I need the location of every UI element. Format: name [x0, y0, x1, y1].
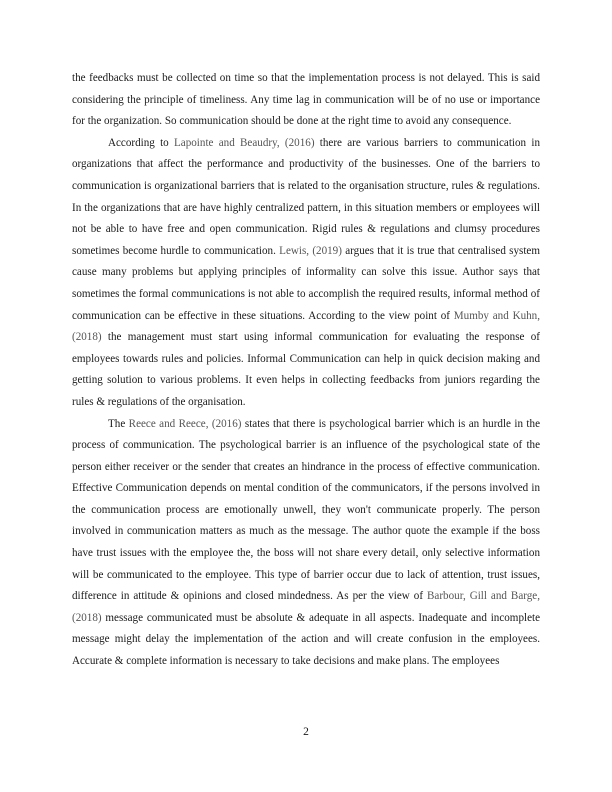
paragraph-1	[72, 68, 540, 133]
paragraph-text: argues that it is true that centralised system cause many problems but applying principles of informality can solve this issue. Author says that sometimes the formal communications is not able to accomplish the required results, informal method of communication can be effective in these situations. According to the view point of	[72, 244, 540, 322]
paragraph-text: The	[108, 417, 129, 430]
citation: Reece and Reece, (2016)	[128, 417, 242, 430]
citation: Lewis, (2019)	[279, 244, 342, 257]
paragraph-text: states that there is psychological barrier which is an hurdle in the process of communication. The psychological barrier is an influence of the psychological state of the person either receiver or the sender that creates an hindrance in the process of effective communication. Effective Communication depends on mental condition of the communicators, if the persons involved in the communication process are emotionally unwell, they won't communicate properly. The person involved in communication matters as much as the message. The author quote the example if the boss have trust issues with the employee the, the boss will not share every detail, only selective information will be communicated to the employee. This type of barrier occur due to lack of attention, trust issues, difference in attitude & opinions and closed mindedness. As per the view of	[72, 417, 540, 603]
paragraph-text: the management must start using informal communication for evaluating the response of employees towards rules and policies. Informal Communication can help in quick decision making and getting solution to various problems. It even helps in collecting feedbacks from juniors regarding the rules & regulations of the organisation.	[72, 331, 540, 408]
paragraph-3	[72, 414, 540, 673]
citation: Mumby and Kuhn, (2018)	[72, 309, 541, 344]
citation: Barbour, Gill and Barge, (2018)	[72, 590, 540, 624]
page-number: 2	[303, 726, 309, 738]
body-text	[72, 68, 540, 673]
paragraph-text: According to	[108, 136, 175, 149]
paragraph-text: there are various barriers to communication in organizations that affect the performance and productivity of the businesses. One of the barriers to communication is organizational barriers that is related to the organisation structure, rules & regulations. In the organizations that are have highly centralized pattern, in this situation members or employees will not be able to have free and open communication. Rigid rules & regulations and clumsy procedures sometimes become hurdle to communication.	[72, 136, 540, 257]
paragraph-text: the feedbacks must be collected on time so that the implementation process is not delayed. This is said considering the principle of timeliness. Any time lag in communication will be of no use or importance for the organization. So communication should be done at the right time to avoid any consequence.	[72, 72, 540, 128]
paragraph-2	[72, 133, 540, 414]
paragraph-text: message communicated must be absolute & adequate in all aspects. Inadequate and incomplete message might delay the implementation of the action and will create confusion in the employees. Accurate & complete information is necessary to take decisions and make plans. The employees	[72, 611, 540, 668]
citation: Lapointe and Beaudry, (2016)	[174, 136, 315, 149]
